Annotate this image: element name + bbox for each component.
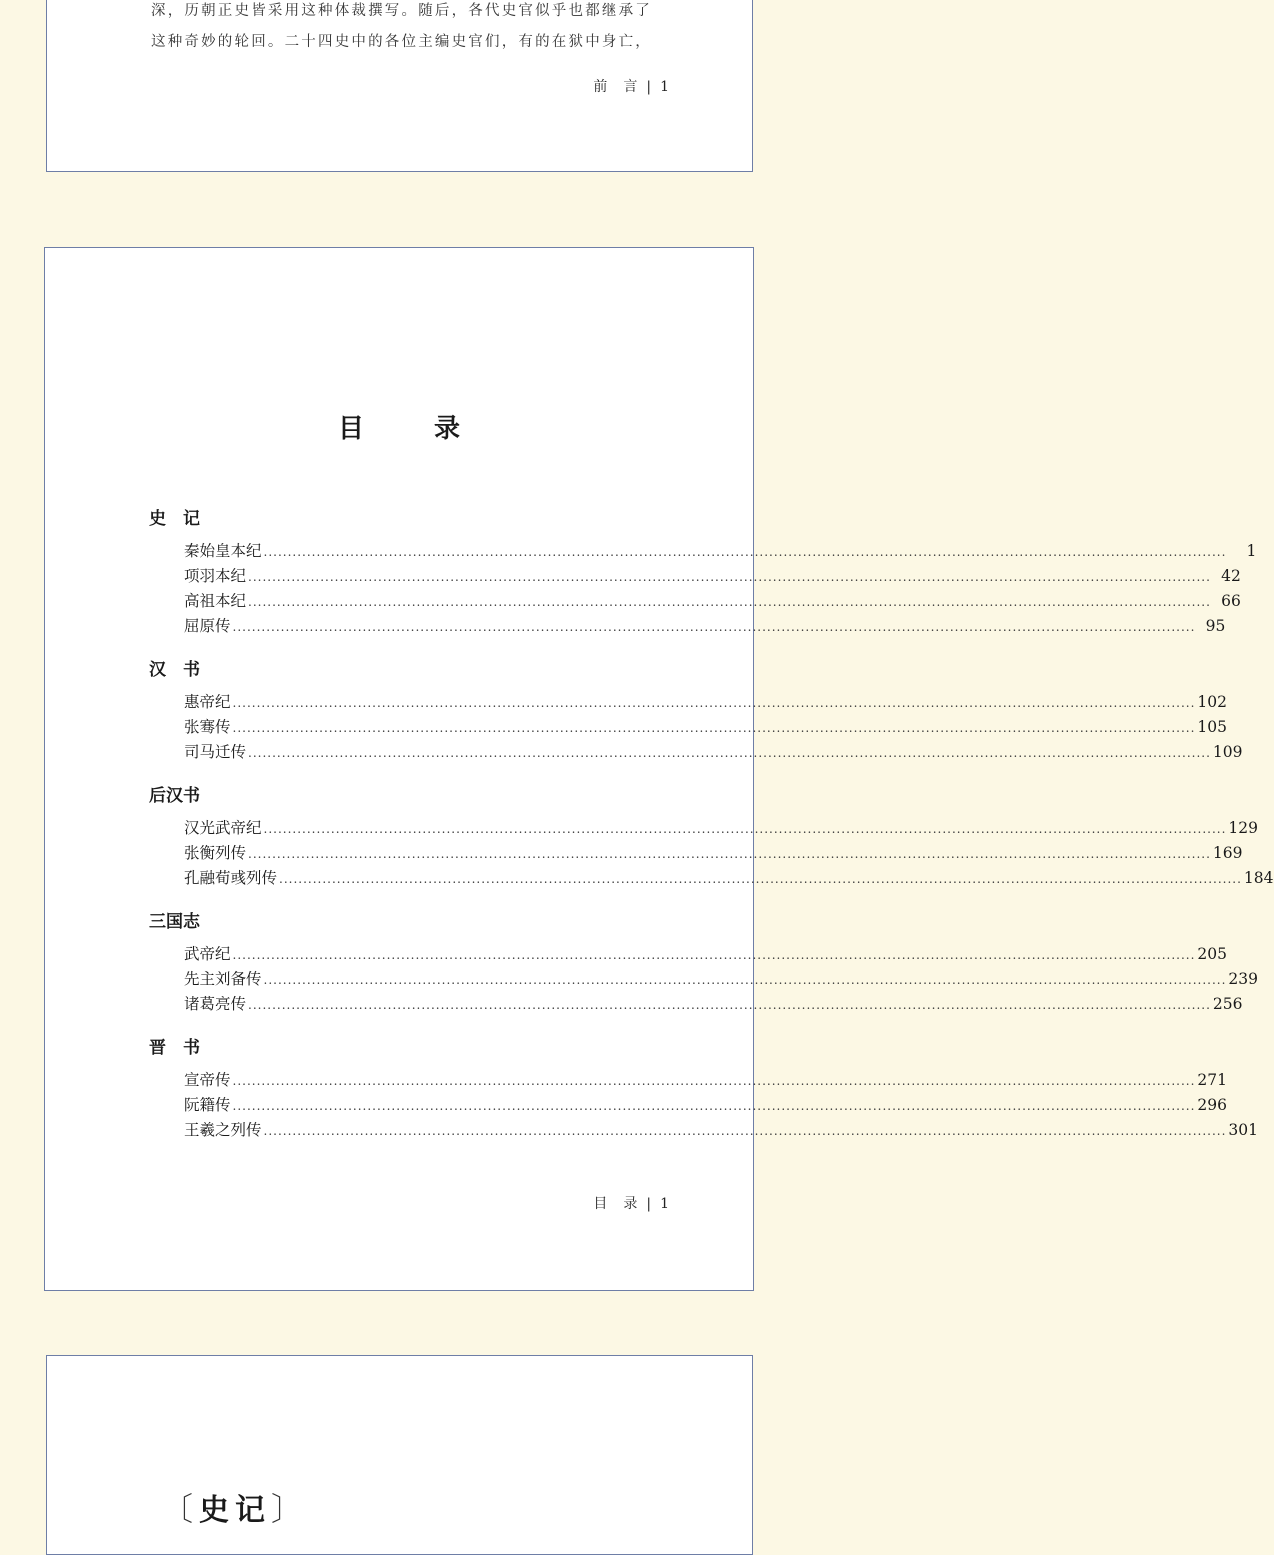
toc-entry-page: 205 bbox=[1197, 945, 1227, 963]
leader-dots: ........................................................................................................................................................................................................ bbox=[279, 872, 1242, 886]
toc-entry-title: 高祖本纪 bbox=[184, 592, 247, 610]
toc-entry[interactable] bbox=[184, 992, 1243, 1014]
footer-separator: | bbox=[646, 79, 653, 95]
leader-dots: ........................................................................................................................................................................................................ bbox=[263, 822, 1227, 836]
toc-entry[interactable] bbox=[184, 740, 1243, 762]
bracket-open: 〔 bbox=[161, 1490, 200, 1528]
leader-dots: ........................................................................................................................................................................................................ bbox=[248, 847, 1211, 861]
leader-dots: ........................................................................................................................................................................................................ bbox=[248, 570, 1211, 584]
toc-entry-page: 169 bbox=[1212, 844, 1243, 862]
bracket-close: 〕 bbox=[271, 1490, 310, 1528]
leader-dots: ........................................................................................................................................................................................................ bbox=[232, 948, 1196, 962]
toc-entry-page: 271 bbox=[1197, 1071, 1227, 1089]
toc-entry-title: 孔融荀彧列传 bbox=[184, 869, 278, 887]
toc-entry-title: 惠帝纪 bbox=[184, 693, 231, 711]
leader-dots: ........................................................................................................................................................................................................ bbox=[263, 1124, 1227, 1138]
leader-dots: ........................................................................................................................................................................................................ bbox=[248, 998, 1211, 1012]
toc-section-heading: 史 记 bbox=[149, 509, 200, 529]
preface-text-line: 深，历朝正史皆采用这种体裁撰写。随后，各代史官似乎也都继承了 bbox=[151, 3, 652, 19]
toc-entry[interactable] bbox=[184, 816, 1258, 838]
toc-entry-title: 武帝纪 bbox=[184, 945, 231, 963]
toc-entry-page: 109 bbox=[1212, 743, 1243, 761]
toc-entry-page: 256 bbox=[1212, 995, 1243, 1013]
leader-dots: ........................................................................................................................................................................................................ bbox=[248, 746, 1211, 760]
chapter-title-text: 史记 bbox=[199, 1493, 272, 1528]
toc-section-heading: 后汉书 bbox=[149, 786, 200, 806]
toc-entry[interactable] bbox=[184, 841, 1243, 863]
toc-entry[interactable] bbox=[184, 589, 1241, 611]
footer-page-number: 1 bbox=[660, 79, 670, 95]
toc-entry-title: 项羽本纪 bbox=[184, 567, 247, 585]
leader-dots: ........................................................................................................................................................................................................ bbox=[248, 595, 1211, 609]
toc-entry-page: 105 bbox=[1197, 718, 1227, 736]
toc-page bbox=[44, 247, 1274, 1291]
toc-entry-title: 汉光武帝纪 bbox=[184, 819, 262, 837]
toc-entry-page: 66 bbox=[1221, 592, 1241, 610]
toc-entry[interactable] bbox=[184, 967, 1258, 989]
toc-entry[interactable] bbox=[184, 942, 1227, 964]
footer-page-number: 1 bbox=[660, 1196, 670, 1212]
toc-entry[interactable] bbox=[184, 715, 1227, 737]
toc-section-heading: 汉 书 bbox=[149, 660, 200, 680]
toc-entry-page: 129 bbox=[1228, 819, 1258, 837]
toc-entry-title: 先主刘备传 bbox=[184, 970, 262, 988]
toc-section-heading: 三国志 bbox=[149, 912, 200, 932]
toc-entry-title: 司马迁传 bbox=[184, 743, 247, 761]
toc-entry-title: 王羲之列传 bbox=[184, 1121, 262, 1139]
toc-title: 目 录 bbox=[337, 414, 482, 444]
toc-entry-title: 诸葛亮传 bbox=[184, 995, 247, 1013]
footer-label: 目 录 bbox=[593, 1196, 639, 1212]
toc-entry-title: 屈原传 bbox=[184, 617, 231, 635]
footer-label: 前 言 bbox=[593, 79, 639, 95]
toc-entry-page: 1 bbox=[1246, 542, 1257, 560]
toc-entry-title: 张骞传 bbox=[184, 718, 231, 736]
toc-entry[interactable] bbox=[184, 866, 1274, 888]
chapter-title bbox=[161, 1484, 309, 1530]
toc-entry-page: 95 bbox=[1205, 617, 1226, 635]
leader-dots: ........................................................................................................................................................................................................ bbox=[232, 1074, 1196, 1088]
toc-entry[interactable] bbox=[184, 1068, 1227, 1090]
toc-entry[interactable] bbox=[184, 690, 1227, 712]
toc-entry-title: 秦始皇本纪 bbox=[184, 542, 262, 560]
toc-entry-page: 184 bbox=[1243, 869, 1274, 887]
toc-entry-title: 张衡列传 bbox=[184, 844, 247, 862]
toc-entry-page: 239 bbox=[1228, 970, 1258, 988]
page-footer bbox=[593, 76, 670, 96]
footer-separator: | bbox=[646, 1196, 653, 1212]
toc-entry[interactable] bbox=[184, 1093, 1227, 1115]
preface-text-line: 这种奇妙的轮回。二十四史中的各位主编史官们，有的在狱中身亡， bbox=[151, 34, 652, 50]
leader-dots: ........................................................................................................................................................................................................ bbox=[232, 721, 1196, 735]
toc-entry[interactable] bbox=[184, 539, 1257, 561]
toc-entry-page: 42 bbox=[1221, 567, 1241, 585]
leader-dots: ........................................................................................................................................................................................................ bbox=[232, 620, 1196, 634]
leader-dots: ........................................................................................................................................................................................................ bbox=[232, 696, 1196, 710]
toc-entry[interactable] bbox=[184, 614, 1226, 636]
toc-entry-title: 阮籍传 bbox=[184, 1096, 231, 1114]
leader-dots: ........................................................................................................................................................................................................ bbox=[263, 973, 1227, 987]
page-footer bbox=[593, 1193, 670, 1213]
preface-page bbox=[46, 0, 753, 172]
toc-entry-page: 102 bbox=[1197, 693, 1227, 711]
leader-dots: ........................................................................................................................................................................................................ bbox=[232, 1099, 1196, 1113]
toc-entry-page: 301 bbox=[1228, 1121, 1258, 1139]
toc-entry-page: 296 bbox=[1197, 1096, 1227, 1114]
toc-entry[interactable] bbox=[184, 1118, 1258, 1140]
chapter-page bbox=[46, 1355, 753, 1555]
leader-dots: ........................................................................................................................................................................................................ bbox=[263, 545, 1227, 559]
toc-entry[interactable] bbox=[184, 564, 1241, 586]
toc-section-heading: 晋 书 bbox=[149, 1038, 200, 1058]
toc-entry-title: 宣帝传 bbox=[184, 1071, 231, 1089]
